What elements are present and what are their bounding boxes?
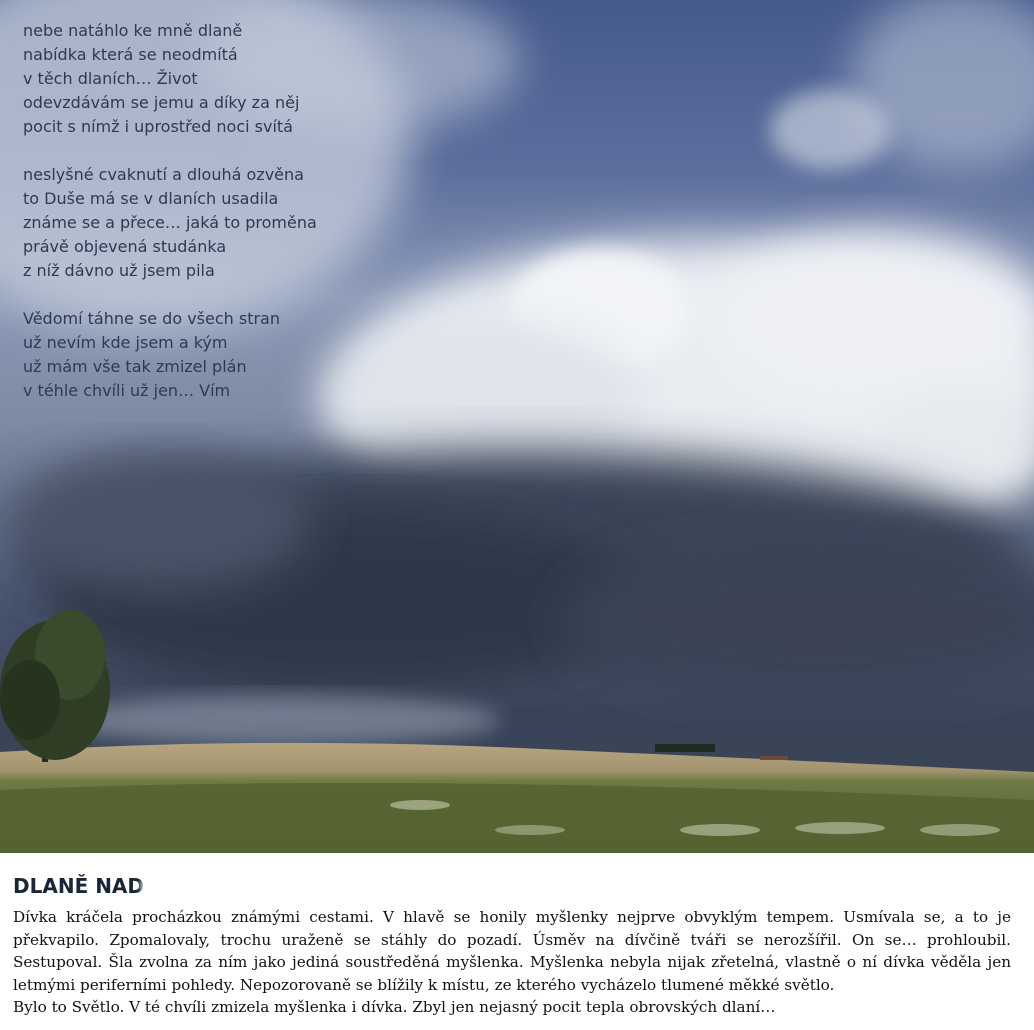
story-paragraph-1: Dívka kráčela procházkou známými cestami. V hlavě se honily myšlenky nejprve obvyklým tempem. Usmívala se, a to je překvapilo. Zpomalovaly, trochu uraženě se stáhly do pozadí. Úsměv na dívčině tváři se nerozšířil. On se… prohloubil. Sestupoval. Šla zvolna za ním jako jediná soustředěná myšlenka. Myšlenka nebyla nijak zřetelná, vlastně o ní dívka věděla jen letmými periferními pohledy. Nepozorovaně se blížily k místu, ze kterého vycházelo tlumené měkké světlo.	[13, 908, 1011, 994]
poem-stanza-3: Vědomí táhne se do všech stran už nevím kde jsem a kým už mám vše tak zmizel plán v téhle chvíli už jen… Vím	[23, 309, 280, 400]
story-title	[13, 866, 1011, 906]
story-paragraph-2: Bylo to Světlo. V té chvíli zmizela myšlenka i dívka. Zbyl jen nejasný pocit tepla obrovských dlaní…	[13, 998, 776, 1016]
story-article	[13, 866, 1011, 1019]
poem-stanza-2: neslyšné cvaknutí a dlouhá ozvěna to Duše má se v dlaních usadila známe se a přece… jaká to proměna právě objevená studánka z níž dávno už jsem pila	[23, 165, 317, 280]
poem-stanza-1: nebe natáhlo ke mně dlaně nabídka která se neodmítá v těch dlaních… Život odevzdávám se jemu a díky za něj pocit s nímž i uprostřed noci svítá	[23, 21, 300, 136]
poem	[23, 19, 317, 403]
redacted-word-blur	[145, 872, 275, 902]
story-title-text: DLANĚ NAD	[13, 874, 145, 898]
